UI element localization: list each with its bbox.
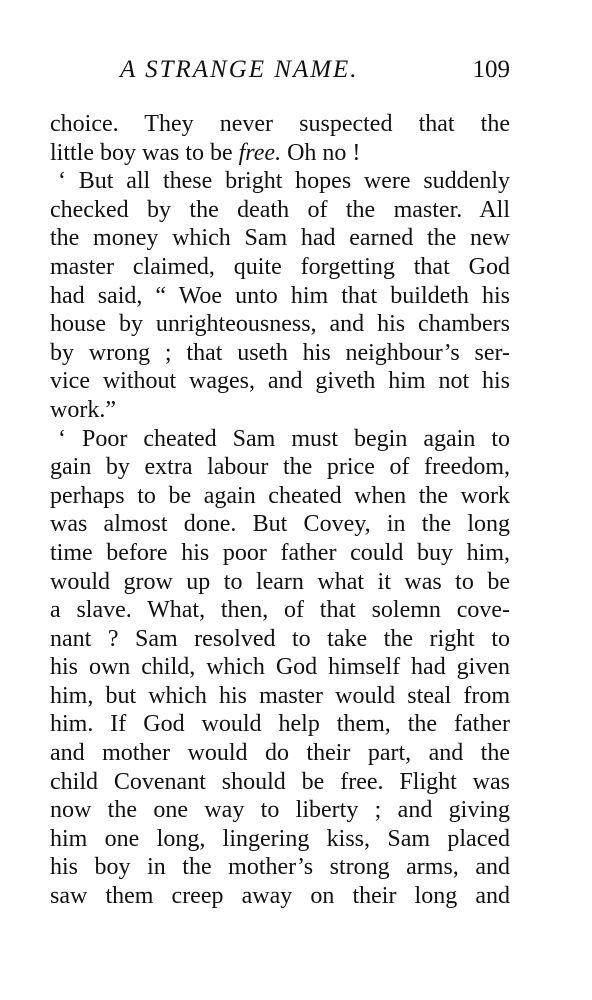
text-line: him, but which his master would steal from — [50, 682, 510, 709]
text-line: perhaps to be again cheated when the work — [50, 482, 510, 509]
text-line: master claimed, quite forgetting that God — [50, 253, 510, 280]
text-line: by wrong ; that useth his neighbour’s ser- — [50, 339, 510, 366]
text-line: his own child, which God himself had given — [50, 654, 510, 681]
text-line: time before his poor father could buy him, — [50, 539, 510, 566]
text-line: choice. They never suspected that the — [50, 111, 510, 137]
text-line: vice without wages, and giveth him not his — [50, 368, 510, 395]
text-line: child Covenant should be free. Flight was — [50, 768, 510, 795]
emphasis-free: free. — [238, 139, 282, 166]
running-title: A STRANGE NAME. — [120, 56, 359, 83]
page-number: 109 — [472, 56, 510, 83]
text-line: would grow up to learn what it was to be — [50, 568, 510, 595]
text-line: and mother would do their part, and the — [50, 740, 510, 767]
text-line: a slave. What, then, of that solemn cove- — [50, 597, 510, 624]
text-line: work.” — [50, 396, 116, 423]
text-line: saw them creep away on their long and — [50, 883, 510, 910]
page-header — [50, 56, 510, 90]
text-line: house by unrighteousness, and his chambers — [50, 311, 510, 338]
text-line: him one long, lingering kiss, Sam placed — [50, 825, 510, 852]
text-line — [50, 139, 510, 168]
text-line: his boy in the mother’s strong arms, and — [50, 854, 510, 881]
body-text — [50, 110, 510, 911]
text-line: was almost done. But Covey, in the long — [50, 511, 510, 538]
text-line: ‘ But all these bright hopes were suddenly — [58, 168, 510, 195]
text-segment: Oh no ! — [281, 139, 361, 166]
text-line: now the one way to liberty ; and giving — [50, 797, 510, 824]
text-line: checked by the death of the master. All — [50, 196, 510, 223]
text-line: had said, “ Woe unto him that buildeth his — [50, 282, 510, 309]
text-segment: little boy was to be — [50, 139, 239, 166]
text-line: the money which Sam had earned the new — [50, 225, 510, 252]
text-line: nant ? Sam resolved to take the right to — [50, 625, 510, 652]
text-line: ‘ Poor cheated Sam must begin again to — [58, 425, 510, 452]
text-line: him. If God would help them, the father — [50, 711, 510, 738]
text-line: gain by extra labour the price of freedom, — [50, 454, 510, 481]
